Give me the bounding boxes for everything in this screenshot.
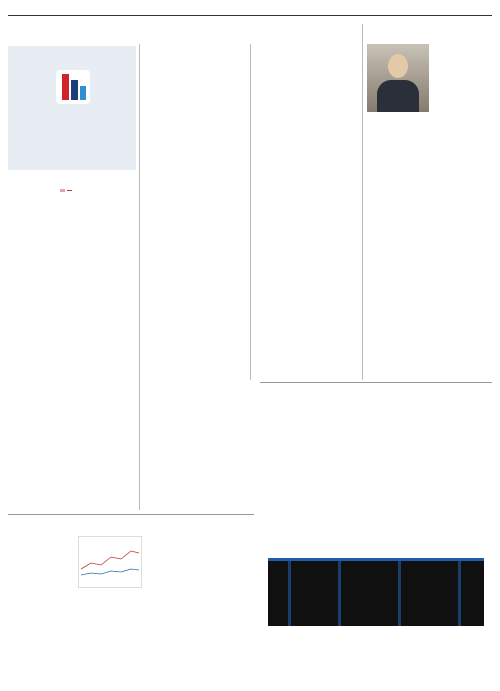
article-column-1 <box>143 44 247 164</box>
banner-stripe <box>458 561 461 626</box>
interview-subheads <box>432 44 492 84</box>
interview-body-left <box>367 122 429 378</box>
masthead-right <box>488 6 492 14</box>
masthead-left <box>8 6 12 13</box>
interview-body-right <box>432 86 492 378</box>
banner-stripe <box>398 561 401 626</box>
section-rule <box>8 514 254 515</box>
column-rule <box>250 44 251 380</box>
portrait-photo <box>367 44 429 112</box>
banner-stripe <box>288 561 291 626</box>
column-rule <box>362 24 363 380</box>
penalty-chart <box>8 184 136 270</box>
kftc-logo-box <box>8 46 136 170</box>
bank-article-body <box>8 560 254 685</box>
kftc-emblem-icon <box>54 68 92 106</box>
portrait-head <box>388 54 408 78</box>
banner-stripe <box>338 561 341 626</box>
ad-banner <box>268 558 484 626</box>
portrait-body <box>377 80 419 112</box>
ibm-logo-wrap <box>268 633 484 657</box>
article-column-3 <box>254 44 358 378</box>
ibm-advertisement <box>260 382 492 685</box>
masthead <box>8 4 492 16</box>
article-column-2 <box>143 168 247 378</box>
column-rule <box>139 44 140 510</box>
chart-svg <box>8 184 136 270</box>
